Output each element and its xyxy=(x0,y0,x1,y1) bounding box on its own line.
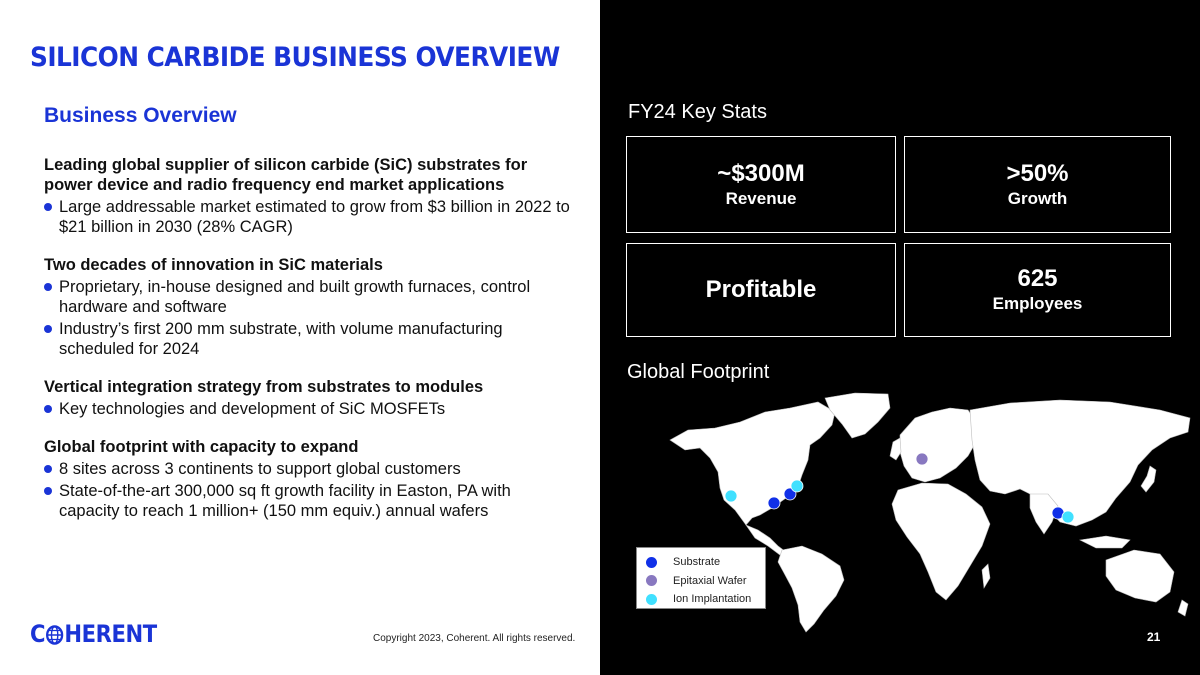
revenue-label: Revenue xyxy=(725,188,797,208)
legend-item xyxy=(646,572,765,591)
north-america-landmass xyxy=(670,402,835,525)
growth-label: Growth xyxy=(1007,188,1068,208)
revenue-stat-card xyxy=(626,136,896,233)
bullet-item: State-of-the-art 300,000 sq ft growth facility in Easton, PA with capacity to reach 1 million+ (150 mm equiv.) annual wafers xyxy=(44,481,574,521)
legend-label: Epitaxial Wafer xyxy=(673,574,747,587)
overview-group xyxy=(44,377,574,419)
group-heading: Global footprint with capacity to expand xyxy=(44,438,359,456)
bullet-item: Proprietary, in-house designed and built growth furnaces, control hardware and software xyxy=(44,277,574,317)
slide-title: SILICON CARBIDE BUSINESS OVERVIEW xyxy=(30,42,560,73)
site-marker-ion-implantation xyxy=(725,490,737,502)
legend-item xyxy=(646,590,765,609)
revenue-value: ~$300M xyxy=(717,159,805,187)
site-marker-ion-implantation xyxy=(791,480,803,492)
map-legend xyxy=(636,547,766,609)
logo-letter: C xyxy=(30,620,46,648)
greenland-landmass xyxy=(825,393,890,438)
globe-icon xyxy=(46,625,64,645)
site-marker-epitaxial-wafer xyxy=(916,453,928,465)
group-heading: Two decades of innovation in SiC materials xyxy=(44,256,383,274)
business-overview-heading: Business Overview xyxy=(44,104,237,127)
group-heading: Leading global supplier of silicon carbide (SiC) substrates for power device and radio frequency end market applications xyxy=(44,156,528,194)
japan-landmass xyxy=(1141,466,1156,492)
right-panel xyxy=(600,0,1200,675)
profitability-stat-card xyxy=(626,243,896,337)
overview-content xyxy=(44,155,574,539)
bullet-item: Industry’s first 200 mm substrate, with volume manufacturing scheduled for 2024 xyxy=(44,319,574,359)
legend-dot xyxy=(646,557,657,568)
africa-landmass xyxy=(892,483,990,600)
overview-group xyxy=(44,437,574,521)
legend-dot xyxy=(646,594,657,605)
site-marker-substrate xyxy=(768,497,780,509)
bullet-list xyxy=(44,459,574,521)
bullet-item: Large addressable market estimated to grow from $3 billion in 2022 to $21 billion in 2030 (28% CAGR) xyxy=(44,197,574,237)
legend-label: Substrate xyxy=(673,556,721,569)
key-stats-heading: FY24 Key Stats xyxy=(628,101,767,123)
overview-group xyxy=(44,255,574,359)
page-number: 21 xyxy=(1147,630,1161,644)
logo-text: HERENT xyxy=(64,620,157,648)
south-america-landmass xyxy=(778,546,844,632)
logo-wordmark xyxy=(30,620,157,648)
legend-item xyxy=(646,553,765,572)
asia-landmass xyxy=(970,400,1190,526)
bullet-list xyxy=(44,277,574,359)
growth-value: >50% xyxy=(1006,159,1069,187)
site-marker-ion-implantation xyxy=(1062,511,1074,523)
bullet-list xyxy=(44,399,574,419)
bullet-list xyxy=(44,197,574,237)
profitability-value: Profitable xyxy=(705,276,817,303)
overview-group xyxy=(44,155,574,237)
uk-landmass xyxy=(890,438,901,460)
bullet-item: 8 sites across 3 continents to support global customers xyxy=(44,459,574,479)
new-zealand-landmass xyxy=(1178,600,1188,616)
employees-label: Employees xyxy=(992,294,1083,313)
madagascar-landmass xyxy=(982,564,990,588)
coherent-logo xyxy=(30,620,174,648)
europe-landmass xyxy=(900,408,978,482)
australia-landmass xyxy=(1106,550,1174,602)
copyright-text: Copyright 2023, Coherent. All rights reserved. xyxy=(373,633,576,644)
group-heading: Vertical integration strategy from substrates to modules xyxy=(44,378,484,396)
legend-label: Ion Implantation xyxy=(673,593,752,606)
bullet-item: Key technologies and development of SiC MOSFETs xyxy=(44,399,574,419)
legend-dot xyxy=(646,575,657,586)
indonesia-landmass xyxy=(1080,536,1130,548)
global-footprint-heading: Global Footprint xyxy=(627,361,770,383)
employees-value: 625 xyxy=(1017,265,1058,292)
employees-stat-card xyxy=(904,243,1171,337)
growth-stat-card xyxy=(904,136,1171,233)
